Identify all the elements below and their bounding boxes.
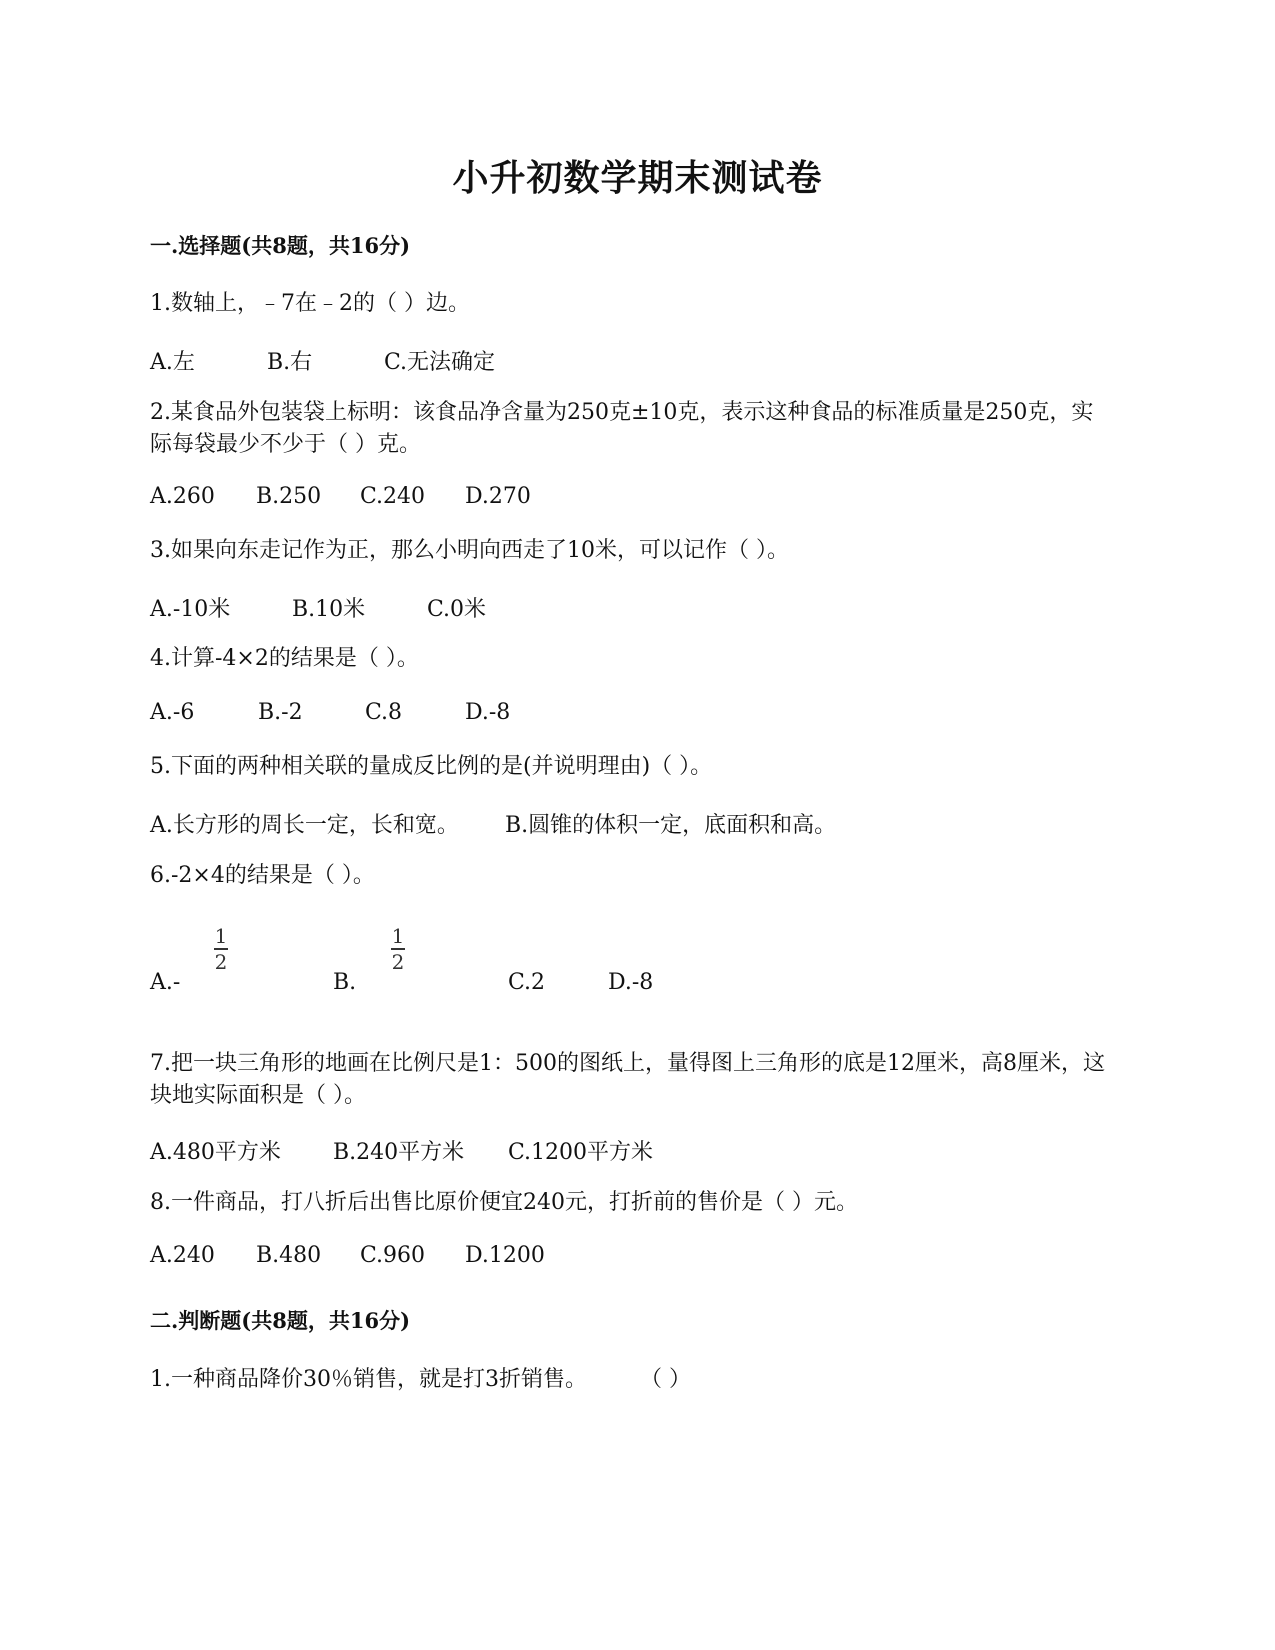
q2-option-c: C.240 (360, 484, 426, 509)
q6-option-d: D.-8 (608, 970, 654, 995)
q7-option-a: A.480平方米 (150, 1140, 281, 1165)
q4-option-d: D.-8 (465, 700, 511, 725)
question-7: 7.把一块三角形的地画在比例尺是1：500的图纸上，量得图上三角形的底是12厘米，高8厘米，这块地实际面积是（ ）。 (150, 1051, 1105, 1108)
page-title: 小升初数学期末测试卷 (452, 157, 823, 199)
q1-option-a: A.左 (150, 350, 195, 375)
question-1: 1.数轴上，﹣7在﹣2的（ ）边。 (150, 291, 470, 316)
q7-option-b: B.240平方米 (333, 1140, 465, 1165)
section-heading-judgement: 二.判断题(共8题，共16分) (150, 1308, 411, 1333)
q8-option-c: C.960 (360, 1243, 426, 1268)
q6-option-b: B. (333, 970, 357, 995)
question-2: 2.某食品外包装袋上标明：该食品净含量为250克±10克，表示这种食品的标准质量是250克，实际每袋最少不少于（ ）克。 (150, 400, 1094, 457)
q3-option-b: B.10米 (292, 597, 366, 622)
q5-option-a: A.长方形的周长一定，长和宽。 (150, 813, 459, 838)
q2-option-a: A.260 (150, 484, 215, 509)
fraction-numerator: 1 (214, 924, 228, 948)
q1-option-b: B.右 (267, 350, 313, 375)
question-4: 4.计算-4×2的结果是（ ）。 (150, 646, 419, 671)
q4-option-c: C.8 (365, 700, 403, 725)
q1-option-c: C.无法确定 (384, 350, 496, 375)
q5-option-b: B.圆锥的体积一定，底面积和高。 (505, 813, 837, 838)
q6-fraction-a (214, 925, 228, 973)
fraction-denominator: 2 (214, 949, 228, 974)
q6-option-a: A.- (150, 970, 181, 995)
q8-option-b: B.480 (256, 1243, 322, 1268)
q6-fraction-b (391, 925, 405, 973)
fraction-denominator: 2 (391, 949, 405, 974)
q8-option-a: A.240 (150, 1243, 215, 1268)
question-8: 8.一件商品，打八折后出售比原价便宜240元，打折前的售价是（ ）元。 (150, 1190, 858, 1215)
q4-option-a: A.-6 (150, 700, 195, 725)
judgement-question-1: 1.一种商品降价30％销售，就是打3折销售。 (150, 1367, 587, 1392)
q3-option-c: C.0米 (427, 597, 487, 622)
q4-option-b: B.-2 (258, 700, 303, 725)
judgement-answer-blank: （ ） (640, 1367, 691, 1392)
q2-option-b: B.250 (256, 484, 322, 509)
question-5: 5.下面的两种相关联的量成反比例的是(并说明理由)（ ）。 (150, 754, 713, 779)
q6-option-c: C.2 (508, 970, 546, 995)
q2-option-d: D.270 (465, 484, 531, 509)
q8-option-d: D.1200 (465, 1243, 545, 1268)
question-6: 6.-2×4的结果是（ ）。 (150, 863, 375, 888)
question-3: 3.如果向东走记作为正，那么小明向西走了10米，可以记作（ ）。 (150, 538, 789, 563)
q3-option-a: A.-10米 (150, 597, 231, 622)
q7-option-c: C.1200平方米 (508, 1140, 654, 1165)
fraction-numerator: 1 (391, 924, 405, 948)
section-heading-choice: 一.选择题(共8题，共16分) (150, 233, 411, 258)
